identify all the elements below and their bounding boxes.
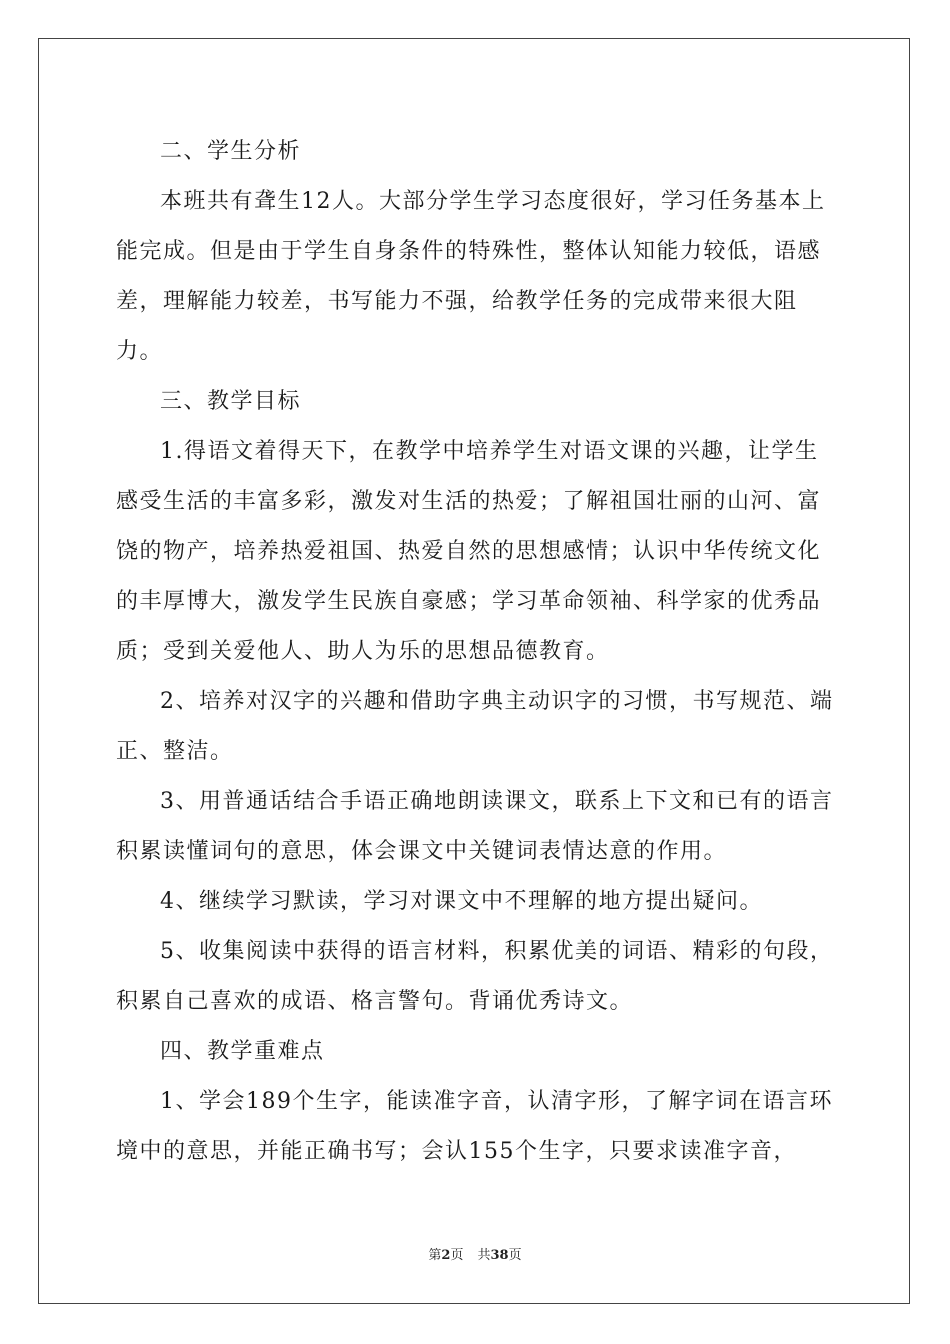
paragraph-difficulty-1: 1、学会189个生字，能读准字音，认清字形，了解字词在语言环境中的意思，并能正确书写；会认155个生字，只要求读准字音，	[116, 1089, 833, 1164]
paragraph-goal-4: 4、继续学习默读，学习对课文中不理解的地方提出疑问。	[160, 889, 763, 914]
page-prefix: 第	[428, 1248, 442, 1263]
heading-student-analysis: 二、学生分析	[160, 139, 302, 164]
page-number: 2	[441, 1248, 451, 1263]
page-footer	[0, 1244, 950, 1263]
total-prefix: 共	[477, 1248, 491, 1263]
heading-key-difficulties: 四、教学重难点	[160, 1039, 325, 1064]
document-body	[116, 127, 836, 1177]
paragraph-goal-2: 2、培养对汉字的兴趣和借助字典主动识字的习惯，书写规范、端正、整洁。	[116, 689, 834, 764]
heading-teaching-goals: 三、教学目标	[160, 389, 302, 414]
paragraph-student-analysis: 本班共有聋生12人。大部分学生学习态度很好，学习任务基本上能完成。但是由于学生自身条件的特殊性，整体认知能力较低，语感差，理解能力较差，书写能力不强，给教学任务的完成带来很大阻力。	[116, 189, 826, 364]
paragraph-goal-3: 3、用普通话结合手语正确地朗读课文，联系上下文和已有的语言积累读懂词句的意思，体会课文中关键词表情达意的作用。	[116, 789, 834, 864]
total-pages: 38	[490, 1248, 509, 1263]
paragraph-goal-1: 1.得语文着得天下，在教学中培养学生对语文课的兴趣，让学生感受生活的丰富多彩，激发对生活的热爱；了解祖国壮丽的山河、富饶的物产，培养热爱祖国、热爱自然的思想感情；认识中华传统文化的丰厚博大，激发学生民族自豪感；学习革命领袖、科学家的优秀品质；受到关爱他人、助人为乐的思想品德教育。	[116, 439, 822, 664]
paragraph-goal-5: 5、收集阅读中获得的语言材料，积累优美的词语、精彩的句段，积累自己喜欢的成语、格言警句。背诵优秀诗文。	[116, 939, 834, 1014]
page-suffix: 页	[450, 1248, 464, 1263]
total-suffix: 页	[508, 1248, 522, 1263]
